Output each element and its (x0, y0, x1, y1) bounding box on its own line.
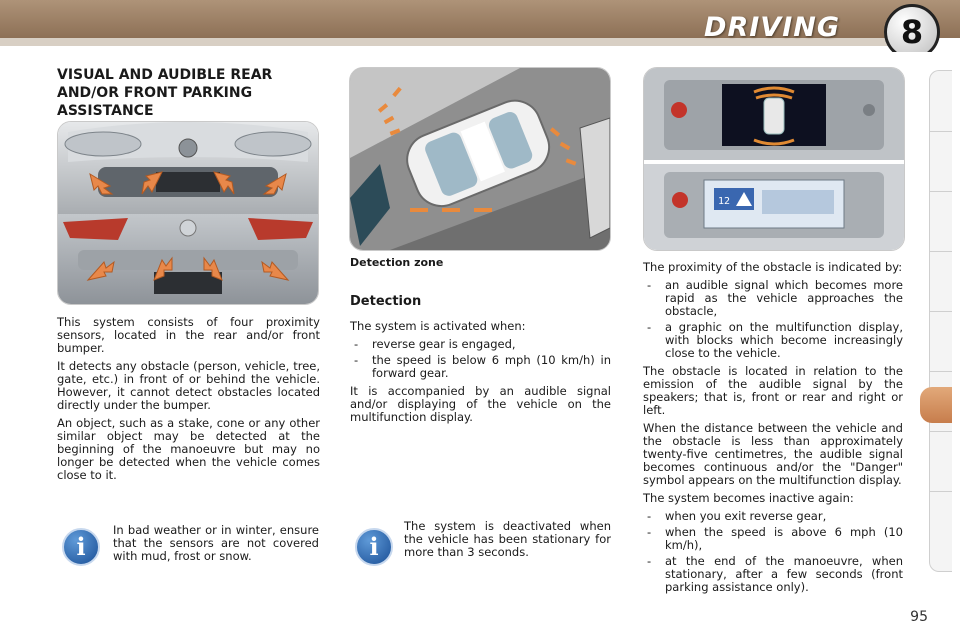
page-number: 95 (910, 609, 928, 625)
figure-caption: Detection zone (350, 256, 444, 269)
multifunction-display-photo (643, 67, 905, 251)
inactive-conditions-list (643, 510, 903, 594)
bumper-sensors-photo (57, 121, 319, 305)
list-item: - a graphic on the multifunction display, with blocks which become increasingly close to the vehicle. (643, 321, 903, 360)
bumper-sensors-illustration (58, 122, 318, 304)
chapter-thumb-tabs (929, 70, 952, 572)
thumb-tab-divider (930, 191, 952, 192)
info-icon: i (355, 528, 393, 566)
intro-text-column (57, 316, 320, 487)
activation-intro: The system is activated when: (350, 319, 526, 333)
inactive-intro: The system becomes inactive again: (643, 491, 854, 505)
detection-paragraph: It detects any obstacle (person, vehicle, tree, gate, etc.) in front of or behind the vehicle. However, it cannot detect obstacles located directly under the bumper. (57, 359, 320, 412)
detection-zone-illustration (350, 68, 610, 250)
chapter-title: DRIVING (704, 12, 840, 43)
section-title: VISUAL AND AUDIBLE REAR AND/OR FRONT PARKING ASSISTANCE (57, 67, 273, 119)
list-item: - at the end of the manoeuvre, when stationary, after a few seconds (front parking assistance only). (643, 555, 903, 594)
list-item: - when the speed is above 6 mph (10 km/h), (643, 526, 903, 552)
indicator-text-column (643, 261, 903, 599)
thumb-tab-divider (930, 431, 952, 432)
location-paragraph: The obstacle is located in relation to the emission of the audible signal by the speakers; that is, front or rear and right or left. (643, 364, 903, 417)
list-item: - reverse gear is engaged, (350, 338, 611, 351)
detection-text-column (350, 320, 611, 429)
deactivation-note: The system is deactivated when the vehicle has been stationary for more than 3 seconds. (404, 519, 611, 559)
thumb-tab-divider (930, 371, 952, 372)
list-item: - the speed is below 6 mph (10 km/h) in forward gear. (350, 354, 611, 380)
limitation-paragraph: An object, such as a stake, cone or any other similar object may be detected at the beginning of the manoeuvre but may no longer be detected when the vehicle comes close to it. (57, 416, 320, 482)
list-item: - an audible signal which becomes more rapid as the vehicle approaches the obstacle, (643, 279, 903, 318)
info-icon: i (62, 528, 100, 566)
thumb-tab-divider (930, 251, 952, 252)
detection-zone-photo (349, 67, 611, 251)
display-readout: 12 (718, 196, 731, 207)
thumb-tab-divider (930, 131, 952, 132)
multifunction-display-illustration (644, 68, 904, 250)
page-header (0, 0, 960, 52)
chapter-number-badge: 8 (884, 4, 940, 52)
bad-weather-note: In bad weather or in winter, ensure that the sensors are not covered with mud, frost or snow. (113, 523, 319, 563)
accompaniment-paragraph: It is accompanied by an audible signal and/or displaying of the vehicle on the multifunction display. (350, 384, 611, 424)
proximity-intro: The proximity of the obstacle is indicated by: (643, 260, 903, 274)
activation-conditions-list (350, 338, 611, 380)
danger-paragraph: When the distance between the vehicle and the obstacle is less than approximately twenty-five centimetres, the audible signal becomes continuous and/or the "Danger" symbol appears on the multifunction display. (643, 421, 903, 487)
thumb-tab-divider (930, 491, 952, 492)
detection-heading: Detection (350, 294, 422, 309)
thumb-tab-divider (930, 311, 952, 312)
thumb-tab-active (920, 387, 952, 423)
proximity-indicators-list (643, 279, 903, 360)
list-item: - when you exit reverse gear, (643, 510, 903, 523)
intro-paragraph: This system consists of four proximity sensors, located in the rear and/or front bumper. (57, 315, 320, 355)
